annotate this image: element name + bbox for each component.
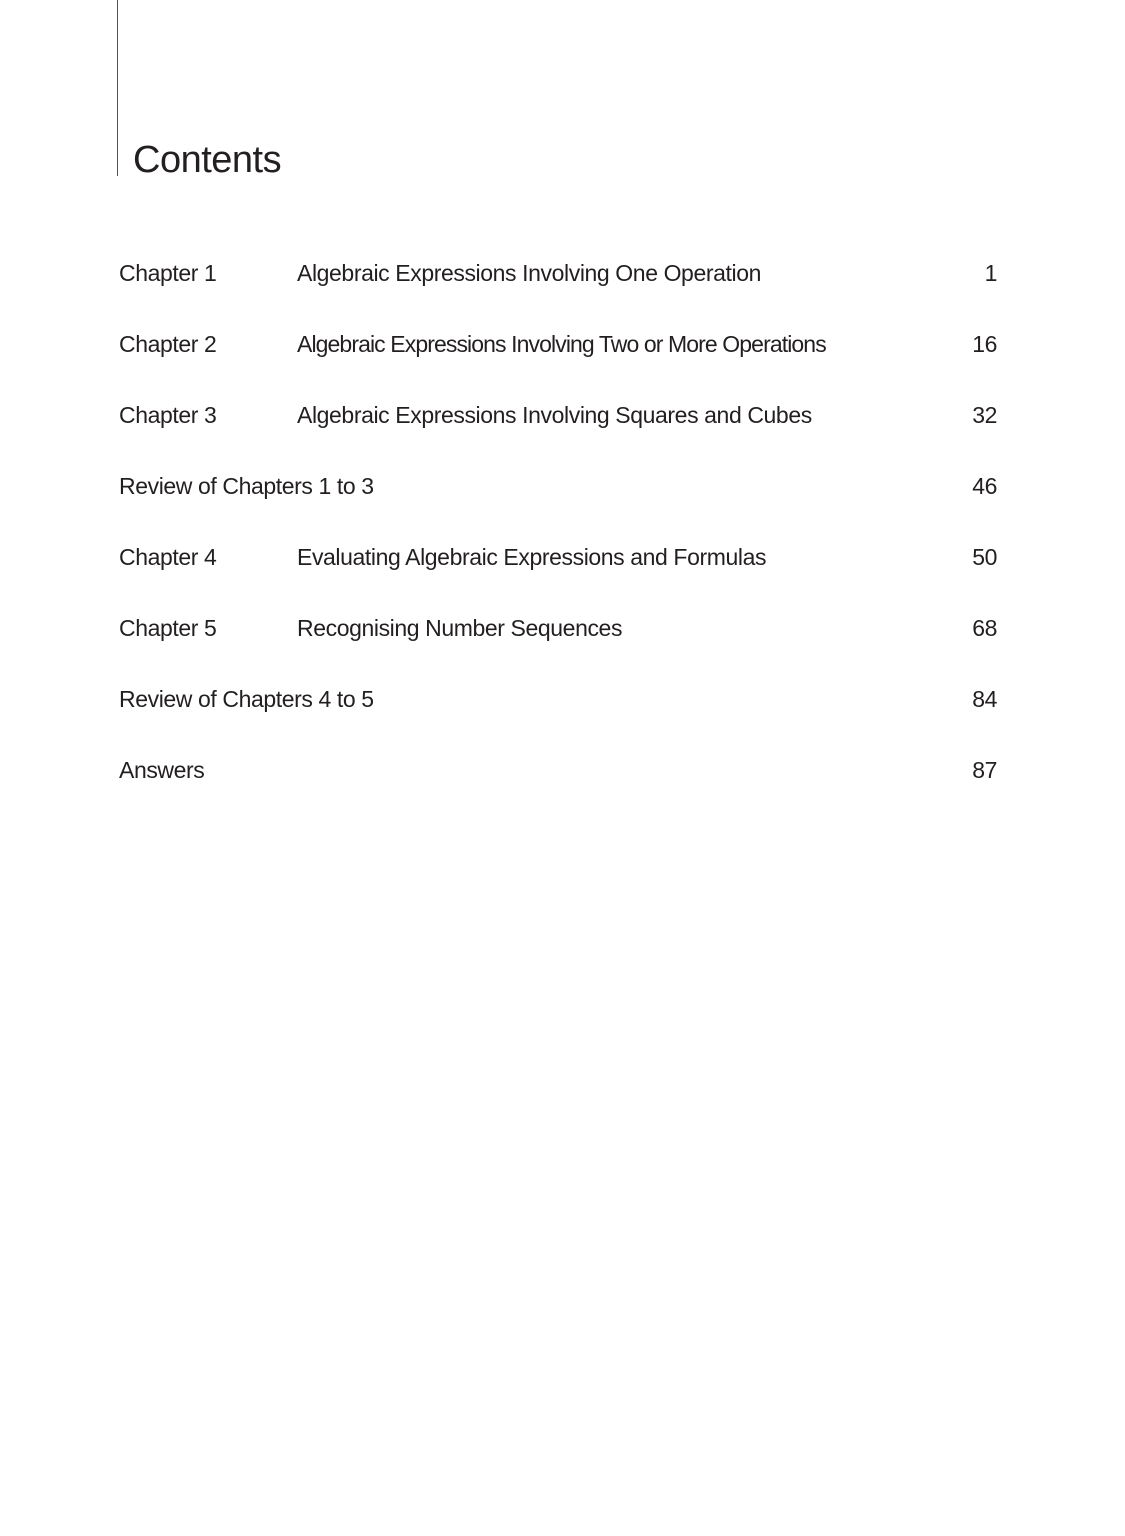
toc-entry-answers[interactable] (119, 753, 997, 824)
toc-entry-label: Chapter 4 (119, 544, 217, 570)
toc-entry-title: Algebraic Expressions Involving Two or More Operations (297, 331, 826, 357)
toc-entry-page-number: 32 (972, 402, 997, 428)
toc-entry-label: Chapter 2 (119, 331, 217, 357)
toc-entry-review-chapters-4-5[interactable] (119, 682, 997, 753)
toc-entry-page-number: 68 (972, 615, 997, 641)
toc-entry-label: Answers (119, 757, 205, 783)
toc-entry-page-number: 1 (984, 260, 997, 286)
toc-entry-title: Evaluating Algebraic Expressions and Formulas (297, 544, 767, 570)
toc-entry-page-number: 46 (972, 473, 997, 499)
toc-entry-title: Recognising Number Sequences (297, 615, 623, 641)
toc-entry-page-number: 87 (972, 757, 997, 783)
toc-entry-chapter-2[interactable] (119, 327, 997, 398)
vertical-margin-rule (117, 0, 118, 176)
toc-entry-label: Chapter 1 (119, 260, 217, 286)
toc-entry-title: Algebraic Expressions Involving Squares and Cubes (297, 402, 812, 428)
table-of-contents (119, 256, 997, 824)
toc-entry-chapter-1[interactable] (119, 256, 997, 327)
toc-entry-title: Algebraic Expressions Involving One Operation (297, 260, 761, 286)
toc-entry-label: Review of Chapters 1 to 3 (119, 473, 374, 499)
toc-entry-label: Review of Chapters 4 to 5 (119, 686, 374, 712)
toc-entry-chapter-5[interactable] (119, 611, 997, 682)
toc-entry-label: Chapter 5 (119, 615, 217, 641)
toc-entry-review-chapters-1-3[interactable] (119, 469, 997, 540)
toc-entry-chapter-4[interactable] (119, 540, 997, 611)
toc-entry-page-number: 84 (972, 686, 997, 712)
toc-entry-label: Chapter 3 (119, 402, 217, 428)
toc-entry-chapter-3[interactable] (119, 398, 997, 469)
toc-entry-page-number: 50 (972, 544, 997, 570)
toc-entry-page-number: 16 (972, 331, 997, 357)
page-title: Contents (133, 139, 282, 181)
